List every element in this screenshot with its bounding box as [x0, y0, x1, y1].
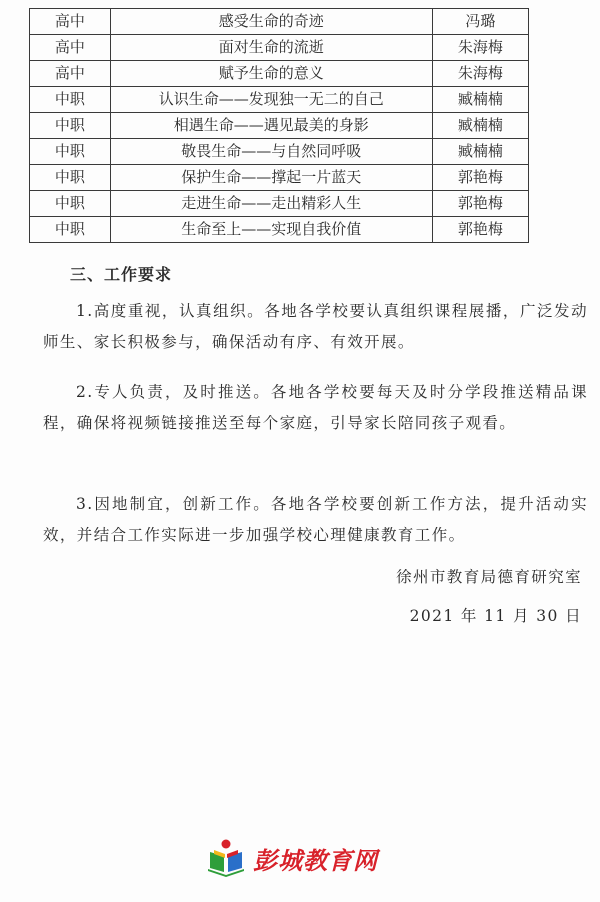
signature-organization: 徐州市教育局德育研究室: [396, 568, 582, 586]
level-cell: 中职: [30, 217, 111, 243]
site-logo[interactable]: [205, 838, 378, 878]
title-cell: 相遇生命——遇见最美的身影: [110, 113, 432, 139]
table-row: [30, 139, 529, 165]
author-cell: 朱海梅: [432, 35, 528, 61]
requirement-paragraph-1: 1.高度重视，认真组织。各地各学校要认真组织课程展播，广泛发动师生、家长积极参与，确保活动有序、有效开展。: [43, 302, 588, 351]
author-cell: 郭艳梅: [432, 191, 528, 217]
author-cell: 冯璐: [432, 9, 528, 35]
book-logo-icon: [205, 838, 247, 878]
table-row: [30, 217, 529, 243]
author-cell: 臧楠楠: [432, 139, 528, 165]
table-row: [30, 191, 529, 217]
signature-date: 2021 年 11 月 30 日: [409, 607, 582, 625]
level-cell: 中职: [30, 113, 111, 139]
level-cell: 中职: [30, 87, 111, 113]
logo-text: 彭城教育网: [253, 846, 378, 875]
table-row: [30, 61, 529, 87]
level-cell: 中职: [30, 139, 111, 165]
level-cell: 中职: [30, 191, 111, 217]
table-row: [30, 113, 529, 139]
requirement-paragraph-2: 2.专人负责，及时推送。各地各学校要每天及时分学段推送精品课程，确保将视频链接推送至每个家庭，引导家长陪同孩子观看。: [43, 383, 588, 432]
author-cell: 郭艳梅: [432, 165, 528, 191]
title-cell: 赋予生命的意义: [110, 61, 432, 87]
title-cell: 保护生命——撑起一片蓝天: [110, 165, 432, 191]
level-cell: 高中: [30, 9, 111, 35]
title-cell: 生命至上——实现自我价值: [110, 217, 432, 243]
author-cell: 臧楠楠: [432, 87, 528, 113]
title-cell: 敬畏生命——与自然同呼吸: [110, 139, 432, 165]
level-cell: 中职: [30, 165, 111, 191]
table-row: [30, 165, 529, 191]
title-cell: 感受生命的奇迹: [110, 9, 432, 35]
requirement-paragraph-3: 3.因地制宜，创新工作。各地各学校要创新工作方法，提升活动实效，并结合工作实际进一步加强学校心理健康教育工作。: [43, 495, 588, 544]
title-cell: 走进生命——走出精彩人生: [110, 191, 432, 217]
author-cell: 郭艳梅: [432, 217, 528, 243]
table-row: [30, 9, 529, 35]
author-cell: 臧楠楠: [432, 113, 528, 139]
table-row: [30, 35, 529, 61]
author-cell: 朱海梅: [432, 61, 528, 87]
course-table: [29, 8, 529, 243]
title-cell: 面对生命的流逝: [110, 35, 432, 61]
table-row: [30, 87, 529, 113]
title-cell: 认识生命——发现独一无二的自己: [110, 87, 432, 113]
level-cell: 高中: [30, 61, 111, 87]
section-heading: 三、工作要求: [70, 265, 173, 284]
level-cell: 高中: [30, 35, 111, 61]
